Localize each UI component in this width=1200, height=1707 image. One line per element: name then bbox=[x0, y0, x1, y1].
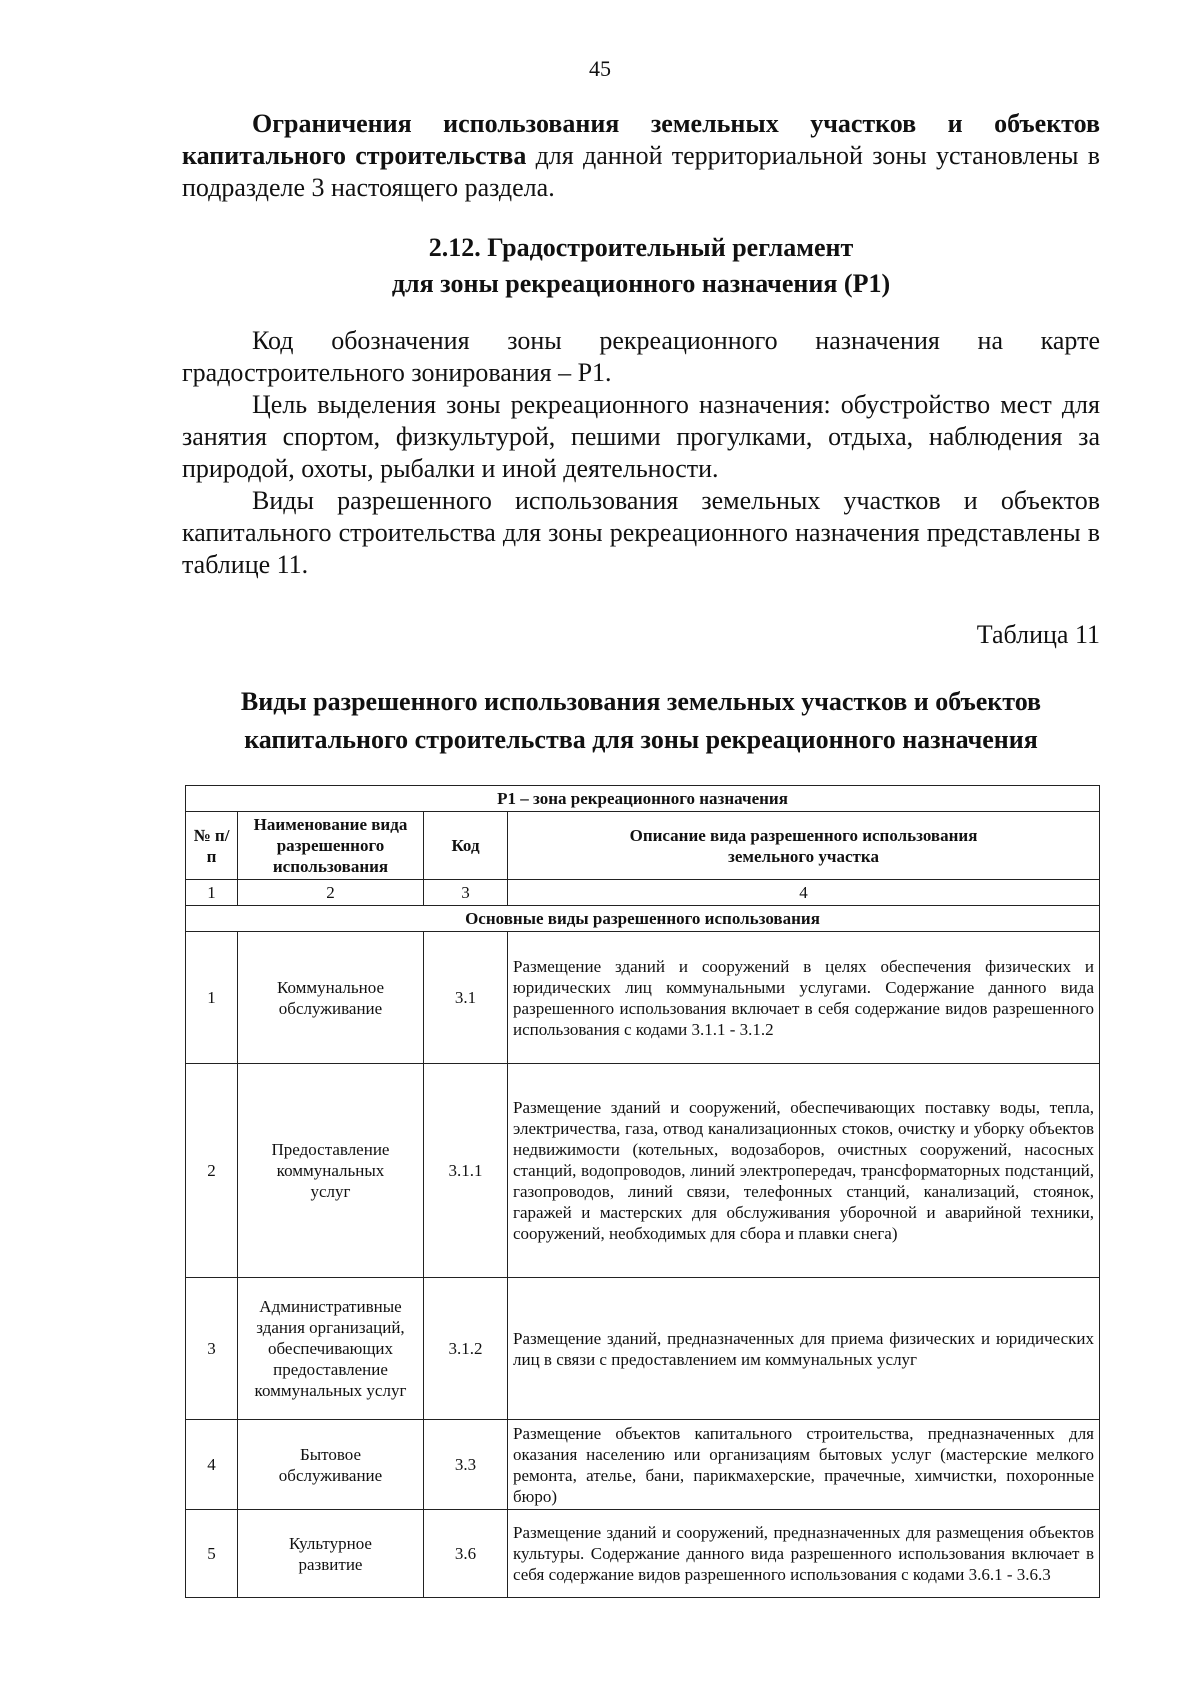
row-name: Административные здания организаций, обеспечивающих предоставление коммунальных услуг bbox=[238, 1278, 424, 1420]
page-number: 45 bbox=[589, 56, 611, 81]
row-num: 1 bbox=[186, 932, 238, 1064]
section-title bbox=[182, 230, 1100, 302]
intro-paragraph bbox=[182, 108, 1100, 204]
header-description: Описание вида разрешенного использования земельного участка bbox=[508, 812, 1100, 880]
zone-header-row bbox=[186, 786, 1100, 812]
table-title bbox=[182, 683, 1100, 759]
row-num: 4 bbox=[186, 1420, 238, 1510]
row-description: Размещение зданий и сооружений в целях обеспечения физических и юридических лиц коммунальными услугами. Содержание данного вида разрешенного использования включает в себя содержание видов разрешенного использования с кодами 3.1.1 - 3.1.2 bbox=[508, 932, 1100, 1064]
land-use-table bbox=[185, 785, 1100, 1598]
intro-rest-text: для данной территориальной зоны установлены в подразделе 3 настоящего раздела. bbox=[182, 141, 1100, 202]
col-number: 2 bbox=[238, 880, 424, 906]
row-description: Размещение зданий и сооружений, обеспечивающих поставку воды, тепла, электричества, газа, отвод канализационных стоков, очистку и уборку объектов недвижимости (котельных, водозаборов, очистных сооружений, насосных станций, водопроводов, линий электропередач, трансформаторных подстанций, газопроводов, линий связи, телефонных станций, канализаций, стоянок, гаражей и мастерских для обслуживания уборочной и аварийной техники, сооружений, необходимых для сбора и плавки снега) bbox=[508, 1064, 1100, 1278]
row-name: Коммунальное обслуживание bbox=[238, 932, 424, 1064]
paragraph-zone-purpose: Цель выделения зоны рекреационного назначения: обустройство мест для занятия спортом, физкультурой, пешими прогулками, отдыха, наблюдения за природой, охоты, рыбалки и иной деятельности. bbox=[182, 390, 1100, 483]
table-title-line1: Виды разрешенного использования земельных участков и объектов bbox=[240, 687, 1042, 716]
section-header-row bbox=[186, 906, 1100, 932]
row-name: Предоставление коммунальных услуг bbox=[238, 1064, 424, 1278]
row-description: Размещение зданий и сооружений, предназначенных для размещения объектов культуры. Содержание данного вида разрешенного использования включает в себя содержание видов разрешенного использования с кодами 3.6.1 - 3.6.3 bbox=[508, 1510, 1100, 1598]
section-header-cell: Основные виды разрешенного использования bbox=[186, 906, 1100, 932]
row-description: Размещение зданий, предназначенных для приема физических и юридических лиц в связи с предоставлением им коммунальных услуг bbox=[508, 1278, 1100, 1420]
row-code: 3.3 bbox=[424, 1420, 508, 1510]
section-title-line1: 2.12. Градостроительный регламент bbox=[428, 233, 854, 262]
zone-header-cell: Р1 – зона рекреационного назначения bbox=[186, 786, 1100, 812]
row-name: Культурное развитие bbox=[238, 1510, 424, 1598]
intro-bold-text: Ограничения использования земельных участков и объектов капитального строительства bbox=[182, 109, 1100, 170]
table-row bbox=[186, 1420, 1100, 1510]
row-num: 3 bbox=[186, 1278, 238, 1420]
table-row bbox=[186, 1278, 1100, 1420]
col-number: 1 bbox=[186, 880, 238, 906]
header-name: Наименование вида разрешенного использования bbox=[238, 812, 424, 880]
table-title-line2: капитального строительства для зоны рекреационного назначения bbox=[244, 725, 1038, 754]
row-description: Размещение объектов капитального строительства, предназначенных для оказания населению или организациям бытовых услуг (мастерские мелкого ремонта, ателье, бани, парикмахерские, прачечные, химчистки, похоронные бюро) bbox=[508, 1420, 1100, 1510]
col-number: 3 bbox=[424, 880, 508, 906]
table-caption: Таблица 11 bbox=[976, 620, 1100, 649]
row-code: 3.1.1 bbox=[424, 1064, 508, 1278]
column-header-row bbox=[186, 812, 1100, 880]
table-row bbox=[186, 1064, 1100, 1278]
row-name: Бытовое обслуживание bbox=[238, 1420, 424, 1510]
section-title-line2: для зоны рекреационного назначения (Р1) bbox=[391, 269, 891, 298]
header-num: № п/п bbox=[186, 812, 238, 880]
table-row bbox=[186, 1510, 1100, 1598]
paragraph-table-reference: Виды разрешенного использования земельных участков и объектов капитального строительства для зоны рекреационного назначения представлены в таблице 11. bbox=[182, 486, 1100, 579]
paragraph-zone-code: Код обозначения зоны рекреационного назначения на карте градостроительного зонирования – Р1. bbox=[182, 326, 1100, 387]
table-row bbox=[186, 932, 1100, 1064]
row-num: 2 bbox=[186, 1064, 238, 1278]
header-code: Код bbox=[424, 812, 508, 880]
row-num: 5 bbox=[186, 1510, 238, 1598]
row-code: 3.1.2 bbox=[424, 1278, 508, 1420]
row-code: 3.6 bbox=[424, 1510, 508, 1598]
row-code: 3.1 bbox=[424, 932, 508, 1064]
col-number: 4 bbox=[508, 880, 1100, 906]
column-number-row bbox=[186, 880, 1100, 906]
